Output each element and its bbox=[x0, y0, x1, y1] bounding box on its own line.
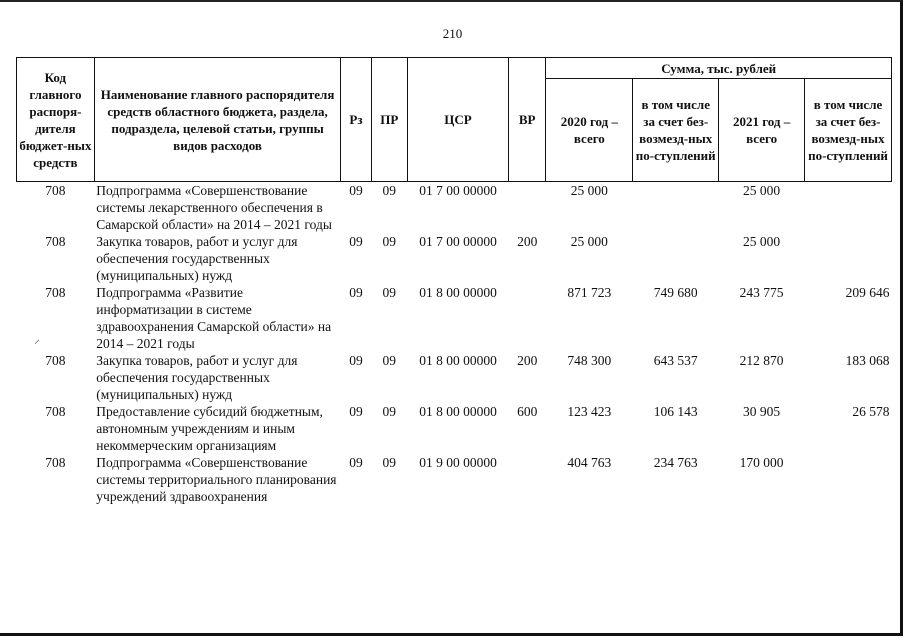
row-2021-total: 212 870 bbox=[739, 353, 784, 368]
row-vr: 600 bbox=[517, 404, 538, 419]
row-vr: 200 bbox=[517, 353, 538, 368]
row-2020-total: 123 423 bbox=[567, 404, 612, 419]
row-pr: 09 bbox=[382, 455, 397, 470]
row-2021-free bbox=[805, 454, 892, 505]
header-code: Код главного распоря-дителя бюджет-ных средств bbox=[17, 58, 95, 182]
row-code: 708 bbox=[45, 285, 66, 300]
row-name: Предоставление субсидий бюджетным, автономным учреждениям и иным некоммерческим организациям bbox=[96, 404, 323, 453]
row-rz: 09 bbox=[349, 455, 363, 470]
row-rz: 09 bbox=[349, 404, 363, 419]
row-2021-total: 170 000 bbox=[739, 455, 784, 470]
row-csr: 01 8 00 00000 bbox=[419, 353, 497, 368]
row-name: Подпрограмма «Развитие информатизации в системе здравоохранения Самарской области» на 2014 – 2021 годы bbox=[96, 285, 332, 351]
table-header bbox=[17, 58, 892, 182]
header-csr: ЦСР bbox=[407, 58, 508, 182]
row-code: 708 bbox=[45, 183, 66, 198]
header-vr: ВР bbox=[509, 58, 546, 182]
row-2020-free bbox=[633, 233, 719, 284]
row-2020-free: 234 763 bbox=[653, 455, 698, 470]
row-2020-free: 106 143 bbox=[653, 404, 698, 419]
row-code: 708 bbox=[45, 455, 66, 470]
row-pr: 09 bbox=[382, 234, 397, 249]
row-rz: 09 bbox=[349, 183, 363, 198]
row-2021-total: 25 000 bbox=[743, 234, 781, 249]
scan-speck: ⸝ bbox=[34, 332, 41, 346]
row-rz: 09 bbox=[349, 353, 363, 368]
row-code: 708 bbox=[45, 353, 66, 368]
row-2020-total: 25 000 bbox=[570, 183, 608, 198]
header-name: Наименование главного распорядителя средств областного бюджета, раздела, подраздела, целевой статьи, группы видов расходов bbox=[94, 58, 341, 182]
header-pr: ПР bbox=[371, 58, 407, 182]
row-name: Закупка товаров, работ и услуг для обеспечения государственных (муниципальных) нужд bbox=[96, 353, 298, 402]
table-row bbox=[17, 233, 892, 284]
header-2020-free: в том числе за счет без-возмезд-ных по-ступлений bbox=[633, 79, 719, 182]
row-pr: 09 bbox=[382, 183, 397, 198]
page-number: 210 bbox=[442, 26, 463, 41]
row-csr: 01 7 00 00000 bbox=[419, 183, 497, 198]
table-row bbox=[17, 352, 892, 403]
row-pr: 09 bbox=[382, 353, 397, 368]
row-vr: 200 bbox=[517, 234, 538, 249]
row-code: 708 bbox=[45, 234, 66, 249]
row-2020-total: 404 763 bbox=[567, 455, 612, 470]
header-2020-total: 2020 год – всего bbox=[546, 79, 633, 182]
row-pr: 09 bbox=[382, 404, 397, 419]
row-csr: 01 9 00 00000 bbox=[419, 455, 497, 470]
row-2020-free bbox=[633, 182, 719, 234]
row-vr bbox=[509, 454, 546, 505]
row-name: Подпрограмма «Совершенствование системы территориального планирования учреждений здравоохранения bbox=[96, 455, 337, 504]
budget-table bbox=[16, 57, 892, 505]
row-2021-total: 243 775 bbox=[739, 285, 784, 300]
table-row bbox=[17, 284, 892, 352]
row-pr: 09 bbox=[382, 285, 397, 300]
row-2020-total: 871 723 bbox=[567, 285, 612, 300]
row-2021-free bbox=[805, 182, 892, 234]
row-2021-free: 209 646 bbox=[845, 285, 890, 300]
header-sum-group: Сумма, тыс. рублей bbox=[546, 58, 892, 79]
row-rz: 09 bbox=[349, 234, 363, 249]
row-vr bbox=[509, 182, 546, 234]
row-name: Закупка товаров, работ и услуг для обеспечения государственных (муниципальных) нужд bbox=[96, 234, 298, 283]
header-rz: Рз bbox=[341, 58, 371, 182]
row-2021-total: 25 000 bbox=[743, 183, 781, 198]
row-vr bbox=[509, 284, 546, 352]
row-2021-free bbox=[805, 233, 892, 284]
row-csr: 01 7 00 00000 bbox=[419, 234, 497, 249]
row-2020-total: 748 300 bbox=[567, 353, 612, 368]
table-body bbox=[17, 182, 892, 506]
table-row bbox=[17, 182, 892, 234]
row-2020-total: 25 000 bbox=[570, 234, 608, 249]
header-2021-free: в том числе за счет без-возмезд-ных по-ступлений bbox=[805, 79, 892, 182]
row-2021-total: 30 905 bbox=[743, 404, 781, 419]
row-name: Подпрограмма «Совершенствование системы лекарственного обеспечения в Самарской области» на 2014 – 2021 годы bbox=[96, 183, 332, 232]
row-rz: 09 bbox=[349, 285, 363, 300]
row-csr: 01 8 00 00000 bbox=[419, 404, 497, 419]
header-2021-total: 2021 год – всего bbox=[719, 79, 805, 182]
row-2021-free: 183 068 bbox=[845, 353, 890, 368]
row-code: 708 bbox=[45, 404, 66, 419]
row-2020-free: 643 537 bbox=[653, 353, 698, 368]
table-row bbox=[17, 454, 892, 505]
row-2021-free: 26 578 bbox=[852, 404, 890, 419]
row-2020-free: 749 680 bbox=[653, 285, 698, 300]
row-csr: 01 8 00 00000 bbox=[419, 285, 497, 300]
table-row bbox=[17, 403, 892, 454]
